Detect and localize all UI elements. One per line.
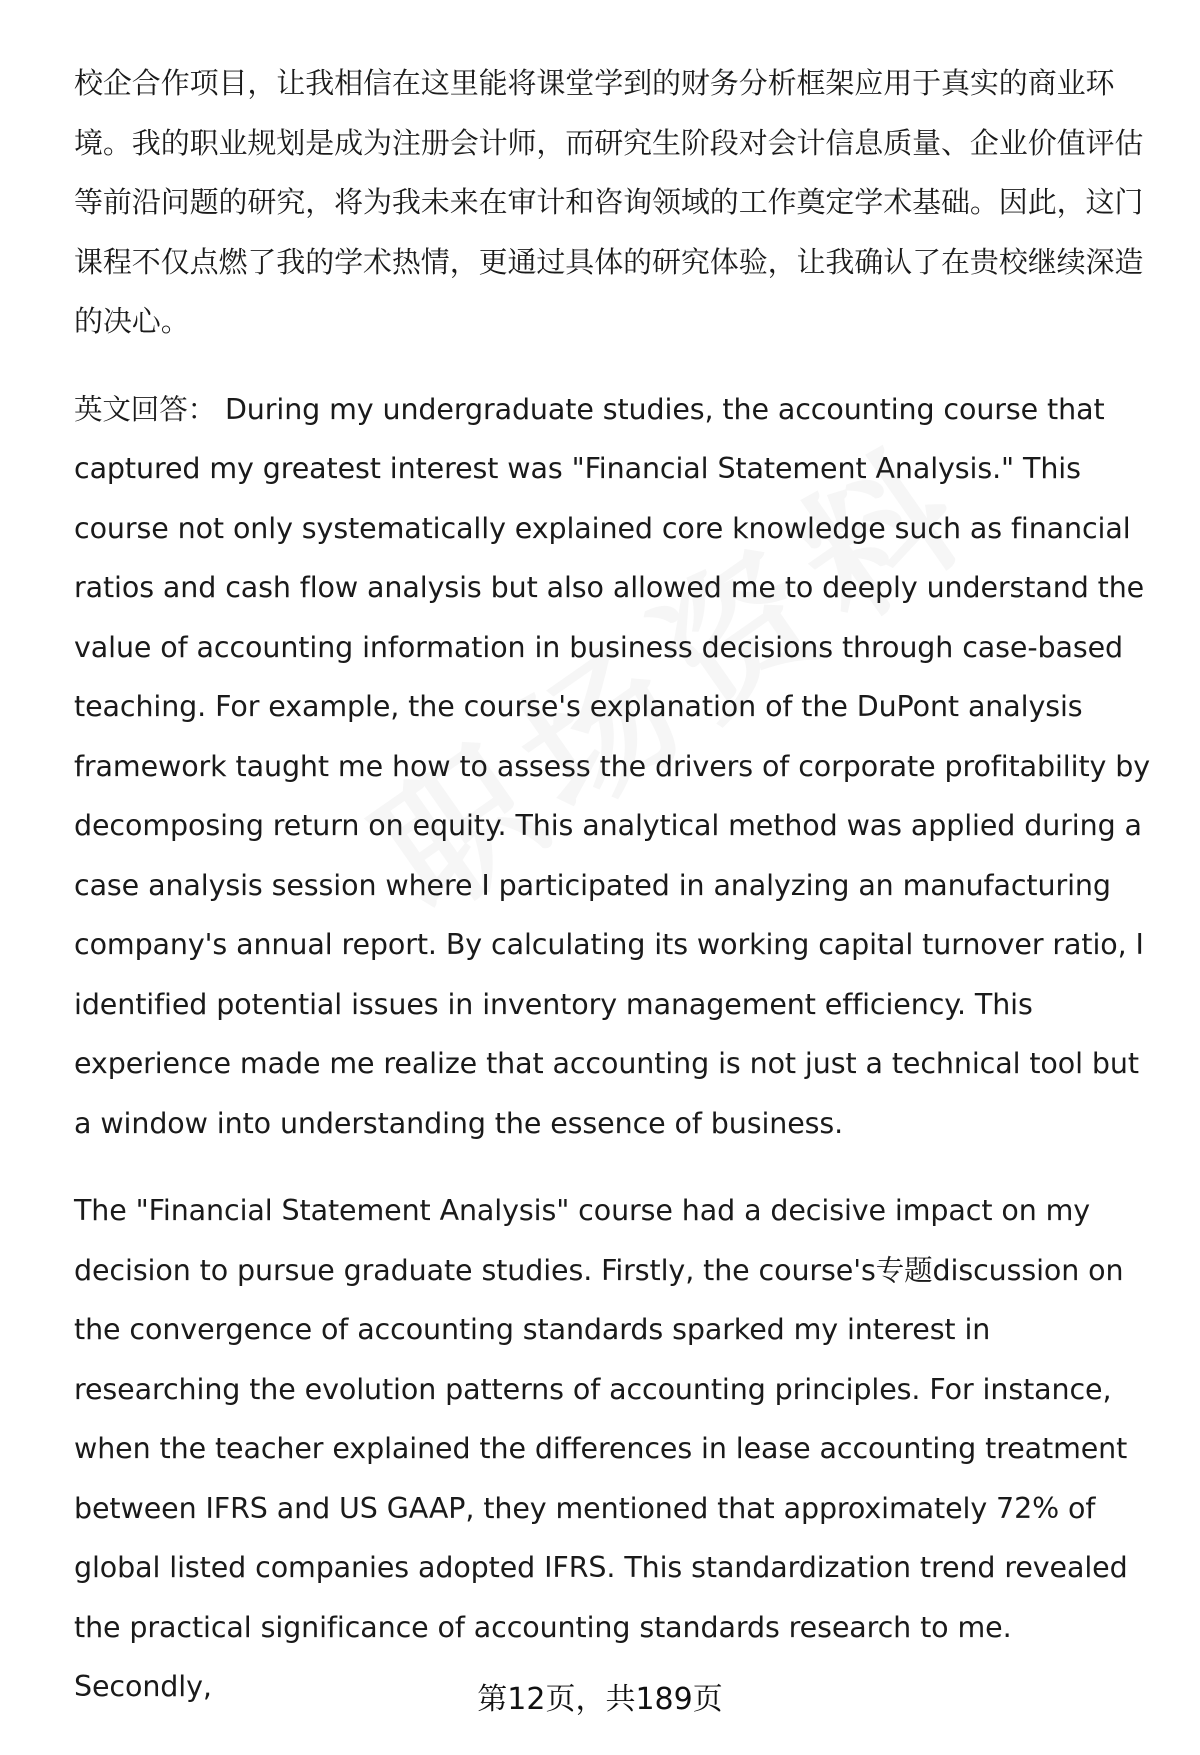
paragraph-course-impact: The "Financial Statement Analysis" course had a decisive impact on my decision to pursue graduate studies. Firstly, the course's专题discussion on the convergence of accounting standards sparked my interest in researching the evolution patterns of accounting principles. For instance, when the teacher explained the differences in lease accounting treatment between IFRS and US GAAP, they mentioned that approximately 72% of global listed companies adopted IFRS. This standardization trend revealed the practical significance of accounting standards research to me. Secondly, xyxy=(74,1194,1128,1703)
page-number-footer: 第12页，共189页 xyxy=(477,1682,723,1717)
paragraph-english-answer: 英文回答： During my undergraduate studies, the accounting course that captured my greatest interest was "Financial Statement Analysis." This course not only systematically explained core knowledge such as financial ratios and cash flow analysis but also allowed me to deeply understand the value of accounting information in business decisions through case-based teaching. For example, the course's explanation of the DuPont analysis framework taught me how to assess the drivers of corporate profitability by decomposing return on equity. This analytical method was applied during a case analysis session where I participated in analyzing an manufacturing company's annual report. By calculating its working capital turnover ratio, I identified potential issues in inventory management efficiency. This experience made me realize that accounting is not just a technical tool but a window into understanding the essence of business. xyxy=(74,392,1151,1140)
document-body xyxy=(74,54,1154,1717)
paragraph-chinese-answer: 校企合作项目，让我相信在这里能将课堂学到的财务分析框架应用于真实的商业环境。我的职业规划是成为注册会计师，而研究生阶段对会计信息质量、企业价值评估等前沿问题的研究，将为我未来在审计和咨询领域的工作奠定学术基础。因此，这门课程不仅点燃了我的学术热情，更通过具体的研究体验，让我确认了在贵校继续深造的决心。 xyxy=(74,66,1144,338)
paragraph-spacer xyxy=(74,1153,1154,1181)
paragraph-spacer xyxy=(74,352,1154,380)
